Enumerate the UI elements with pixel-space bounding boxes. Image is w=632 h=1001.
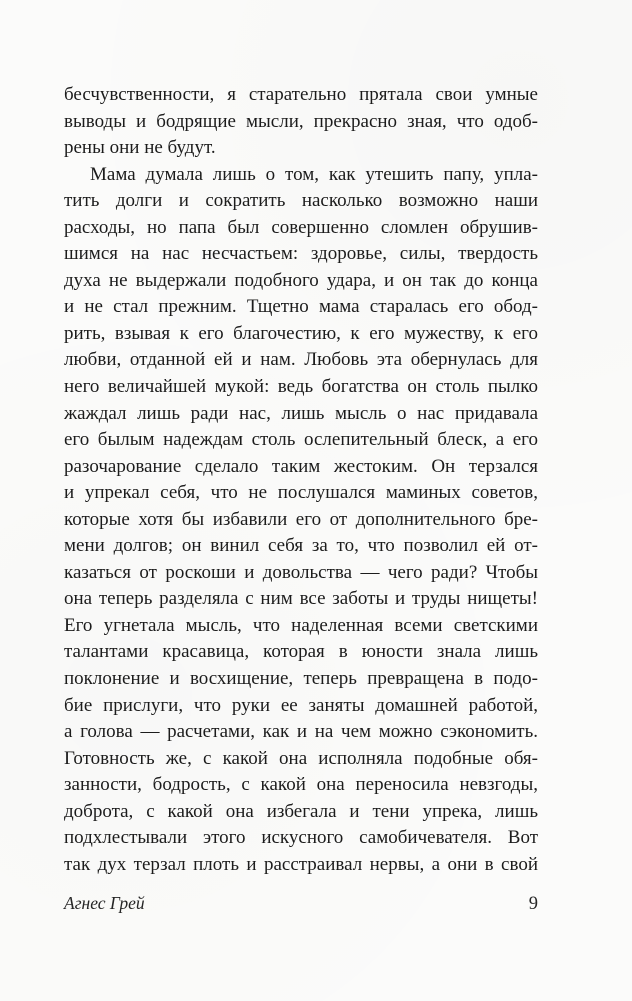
text-line: бесчувственности, я старательно прятала свои умные	[64, 84, 538, 105]
text-line: а голова — расчетами, как и на чем можно сэкономить.	[64, 721, 538, 743]
text-line: она теперь разделяла с ним все заботы и труды нищеты!	[64, 588, 538, 610]
text-line: так дух терзал плоть и расстраивал нервы, а они в свой	[64, 853, 538, 875]
paragraph	[64, 162, 538, 879]
text-line: поклонение и восхищение, теперь превращена в подо-	[64, 668, 538, 690]
text-line: него величайшей мукой: ведь богатства он столь пылко	[64, 376, 538, 398]
text-line: и не стал прежним. Тщетно мама старалась его обод-	[64, 296, 538, 318]
text-line: Его угнетала мысль, что наделенная всеми светскими	[64, 614, 538, 636]
text-line: рить, взывая к его благочестию, к его мужеству, к его	[64, 322, 538, 344]
text-line: духа не выдержали подобного удара, и он так до конца	[64, 269, 538, 291]
running-title: Агнес Грей	[64, 893, 145, 913]
text-line: любви, отданной ей и нам. Любовь эта обернулась для	[64, 349, 538, 371]
text-line: которые хотя бы избавили его от дополнительного бре-	[64, 508, 538, 530]
page-number: 9	[528, 894, 538, 914]
page-text	[64, 82, 538, 878]
paragraph	[64, 82, 538, 162]
text-line: занности, бодрость, с какой она переносила невзгоды,	[64, 774, 538, 796]
text-line: подхлестывали этого искусного самобичевателя. Вот	[64, 827, 538, 849]
text-line: разочарование сделало таким жестоким. Он терзался	[64, 455, 538, 477]
text-line: и упрекал себя, что не послушался маминых советов,	[64, 482, 538, 504]
page-footer	[64, 893, 538, 915]
text-line: шимся на нас несчастьем: здоровье, силы, твердость	[64, 243, 538, 265]
text-line: тить долги и сократить насколько возможно наши	[64, 190, 538, 212]
text-line: рены они не будут.	[64, 137, 216, 159]
text-line: Мама думала лишь о том, как утешить папу, упла-	[90, 163, 538, 185]
text-line: доброта, с какой она избегала и тени упрека, лишь	[64, 800, 538, 822]
text-line: Готовность же, с какой она исполняла подобные обя-	[64, 747, 538, 769]
text-line: бие прислуги, что руки ее заняты домашней работой,	[64, 694, 538, 716]
text-line: жаждал лишь ради нас, лишь мысль о нас придавала	[64, 402, 538, 424]
text-line: казаться от роскоши и довольства — чего ради? Чтобы	[64, 561, 538, 583]
text-line: выводы и бодрящие мысли, прекрасно зная, что одоб-	[64, 110, 538, 132]
text-line: мени долгов; он винил себя за то, что позволил ей от-	[64, 535, 538, 557]
text-line: талантами красавица, которая в юности знала лишь	[64, 641, 538, 663]
text-line: расходы, но папа был совершенно сломлен обрушив-	[64, 216, 538, 238]
text-line: его былым надеждам столь ослепительный блеск, а его	[64, 429, 538, 451]
